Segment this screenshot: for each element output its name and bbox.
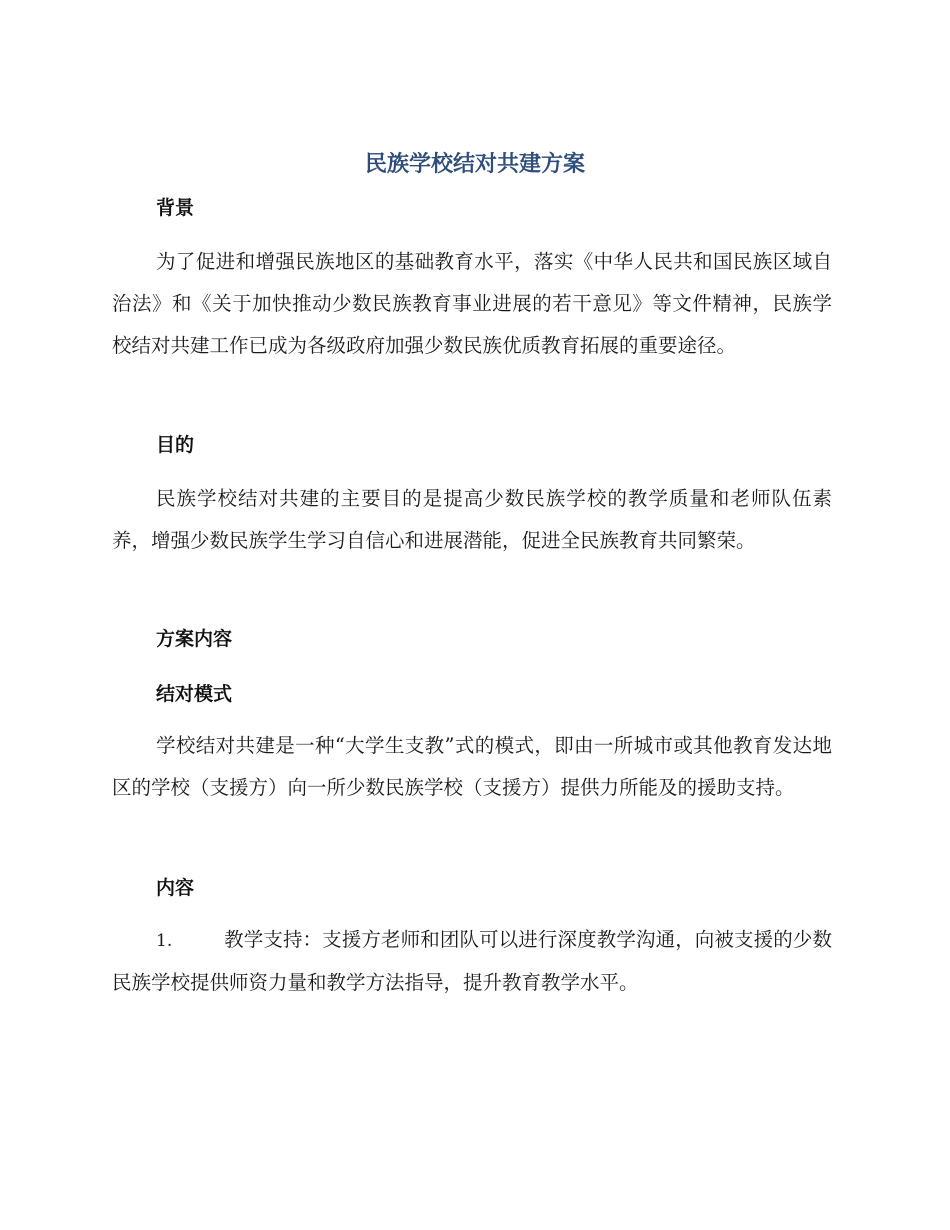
heading-purpose: 目的 bbox=[156, 434, 195, 456]
list-item-text: 教学支持：支援方老师和团队可以进行深度教学沟通，向被支援的少数民族学校提供师资力量和教学方法指导，提升教育教学水平。 bbox=[112, 928, 832, 994]
paragraph-purpose: 民族学校结对共建的主要目的是提高少数民族学校的教学质量和老师队伍素养，增强少数民族学生学习自信心和进展潜能，促进全民族教育共同繁荣。 bbox=[112, 487, 832, 552]
heading-content: 内容 bbox=[156, 877, 195, 899]
document-title: 民族学校结对共建方案 bbox=[364, 152, 585, 177]
heading-pairing-mode: 结对模式 bbox=[156, 683, 233, 705]
list-item-number: 1. bbox=[156, 931, 173, 951]
paragraph-pairing-mode: 学校结对共建是一种“大学生支教”式的模式，即由一所城市或其他教育发达地区的学校（支援方）向一所少数民族学校（支援方）提供力所能及的援助支持。 bbox=[112, 734, 832, 799]
paragraph-background: 为了促进和增强民族地区的基础教育水平，落实《中华人民共和国民族区域自治法》和《关于加快推动少数民族教育事业进展的若干意见》等文件精神，民族学校结对共建工作已成为各级政府加强少数民族优质教育拓展的重要途径。 bbox=[112, 250, 832, 357]
heading-background: 背景 bbox=[156, 197, 195, 219]
heading-plan-content: 方案内容 bbox=[156, 628, 233, 650]
list-item bbox=[112, 919, 832, 1004]
